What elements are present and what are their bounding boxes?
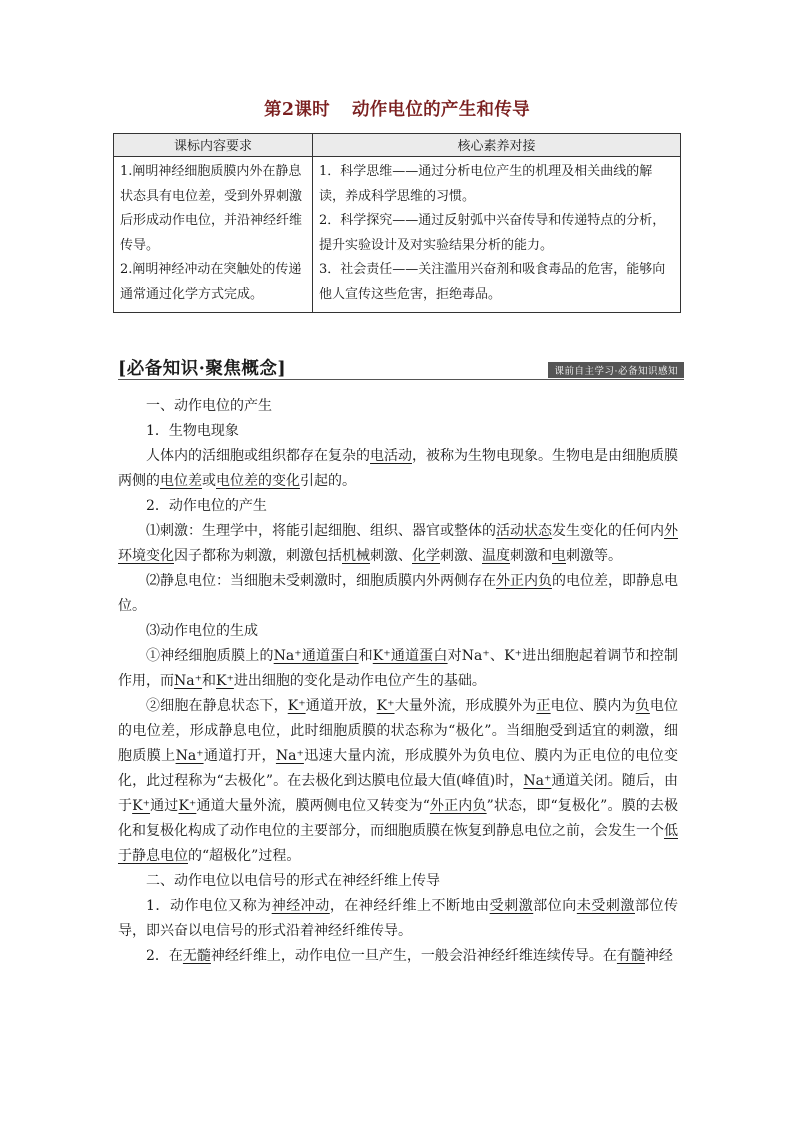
section-divider (118, 379, 684, 380)
table-header-competencies: 核心素养对接 (313, 134, 681, 157)
content-body (118, 394, 678, 969)
lesson-title: 动作电位的产生和传导 (351, 100, 530, 120)
answer-blank: 活动状态 (496, 523, 552, 539)
paragraph-polarization: ②细胞在静息状态下，K⁺通道开放，K⁺大量外流，形成膜外为正电位、膜内为负电位的电位差，形成静息电位，此时细胞质膜的状态称为“极化”。当细胞受到适宜的刺激，细胞质膜上Na⁺通道打开，Na⁺迅速大量内流，形成膜外为负电位、膜内为正电位的电位变化，此过程称为“去极化”。在去极化到达膜电位最大值(峰值)时，Na⁺通道关闭。随后，由于K⁺通过K⁺通道大量外流，膜两侧电位又转变为“外正内负”状态，即“复极化”。膜的去极化和复极化构成了动作电位的主要部分，而细胞质膜在恢复到静息电位之前，会发生一个低于静息电位的“超极化”过程。 (118, 698, 679, 864)
answer-blank: K⁺ (287, 698, 306, 714)
competency-item: 3．社会责任——关注滥用兴奋剂和吸食毒品的危害，能够向他人宣传这些危害，拒绝毒品。 (319, 262, 666, 302)
standard-item: 2.阐明神经冲动在突触处的传递通常通过化学方式完成。 (120, 262, 302, 302)
paragraph-myelin: 2．在无髓神经纤维上，动作电位一旦产生，一般会沿神经纤维连续传导。在有髓神经 (146, 948, 673, 964)
answer-blank: 机械 (342, 548, 370, 564)
page-title (0, 96, 794, 121)
subheading-2: 2．动作电位的产生 (146, 498, 267, 514)
competency-item: 1．科学思维——通过分析电位产生的机理及相关曲线的解读，养成科学思维的习惯。 (319, 164, 653, 204)
paragraph-bioelectric: 人体内的活细胞或组织都存在复杂的电活动，被称为生物电现象。生物电是由细胞质膜两侧的电位差或电位差的变化引起的。 (118, 448, 678, 489)
subheading-3: ⑶动作电位的生成 (146, 623, 258, 639)
competency-item: 2．科学探究——通过反射弧中兴奋传导和传递特点的分析，提升实验设计及对实验结果分析的能力。 (319, 213, 666, 253)
table-row (114, 157, 681, 313)
answer-blank: 外正内负 (429, 798, 487, 814)
answer-blank: 外环境变化 (118, 523, 678, 564)
section-heading: [必备知识·聚焦概念] (118, 359, 287, 379)
standards-table (113, 133, 681, 313)
section-tag: 课前自主学习·必备知识感知 (548, 362, 684, 378)
heading-1: 一、动作电位的产生 (146, 398, 272, 414)
answer-blank: 温度 (482, 548, 510, 564)
section-header (118, 355, 684, 380)
answer-blank: 电位差 (160, 473, 202, 489)
answer-blank: 电 (552, 548, 566, 564)
answer-blank: K⁺通道蛋白 (372, 648, 448, 664)
answer-blank: Na⁺ (523, 773, 552, 789)
answer-blank: 电位差的变化 (216, 473, 300, 489)
answer-blank: 化学 (412, 548, 440, 564)
heading-2: 二、动作电位以电信号的形式在神经纤维上传导 (146, 873, 440, 889)
subheading-1: 1．生物电现象 (146, 423, 239, 439)
answer-blank: 电活动 (370, 448, 412, 464)
competencies-cell (313, 157, 681, 313)
answer-blank: 有髓 (616, 948, 645, 964)
paragraph-resting-potential: ⑵静息电位：当细胞未受刺激时，细胞质膜内外两侧存在外正内负的电位差，即静息电位。 (118, 573, 678, 614)
answer-blank: K⁺ (216, 673, 234, 689)
answer-blank: K⁺ (376, 698, 395, 714)
lesson-number: 第2课时 (264, 100, 330, 120)
standards-cell (114, 157, 313, 313)
table-header-standards: 课标内容要求 (114, 134, 313, 157)
answer-blank: 神经冲动 (271, 898, 330, 914)
standard-item: 1.阐明神经细胞质膜内外在静息状态具有电位差，受到外界刺激后形成动作电位，并沿神经纤维传导。 (120, 164, 303, 253)
answer-blank: K⁺ (178, 798, 197, 814)
answer-blank: 外正内负 (496, 573, 552, 589)
paragraph-stimulus: ⑴刺激：生理学中，将能引起细胞、组织、器官或整体的活动状态发生变化的任何内外环境变化因子都称为刺激，刺激包括机械刺激、化学刺激、温度刺激和电刺激等。 (118, 523, 678, 564)
answer-blank: Na⁺ (275, 748, 304, 764)
answer-blank: 负 (635, 698, 650, 714)
answer-blank: K⁺ (132, 798, 151, 814)
paragraph-nerve-impulse: 1．动作电位又称为神经冲动，在神经纤维上不断地由受刺激部位向未受刺激部位传导，即兴奋以电信号的形式沿着神经纤维传导。 (118, 898, 679, 939)
answer-blank: 无髓 (182, 948, 211, 964)
answer-blank: Na⁺ (174, 673, 202, 689)
answer-blank: Na⁺通道蛋白 (273, 648, 359, 664)
answer-blank: 低于静息电位 (118, 823, 678, 864)
answer-blank: 未受刺激 (576, 898, 635, 914)
answer-blank: Na⁺ (175, 748, 204, 764)
paragraph-channels: ①神经细胞质膜上的Na⁺通道蛋白和K⁺通道蛋白对Na⁺、K⁺进出细胞起着调节和控制作用，而Na⁺和K⁺进出细胞的变化是动作电位产生的基础。 (118, 648, 678, 689)
answer-blank: 正 (536, 698, 551, 714)
table-header-row (114, 134, 681, 157)
answer-blank: 受刺激 (489, 898, 534, 914)
